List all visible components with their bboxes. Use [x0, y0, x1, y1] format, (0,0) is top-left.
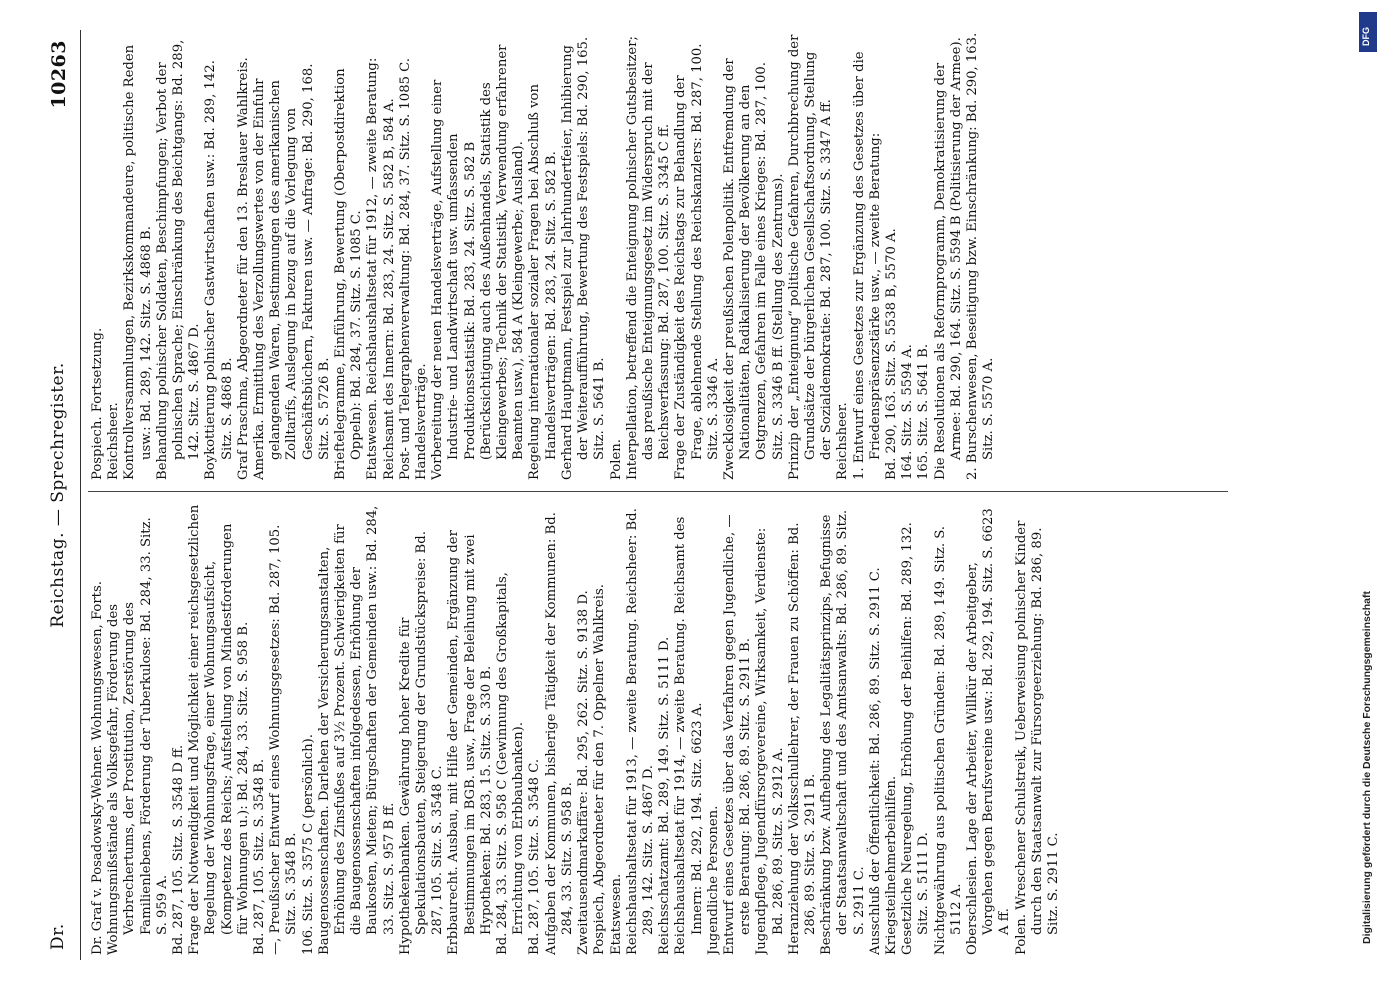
right-column-entry: Vorbereitung der neuen Handelsverträge, Aufstellung einer Industrie- und Landwirtschaft usw. umfassenden Produktionsstatistik: Bd. 283, 24. Sitz. S. 582 B (Berücksichtigung auch des Außenhandels, Statistik des Kleingewerbes; Technik der Statistik, Verwendung erfahrener Beamten usw.), 584 A (Kleingewerbe; Ausland).	[430, 44, 527, 480]
page-number: 10263	[48, 40, 70, 109]
left-column-entry: Reichshaushaltsetat für 1914, — zweite Beratung. Reichsamt des Innern: Bd. 292, 194. Sitz. 6623 A.	[673, 516, 705, 955]
left-column-entry: Beschränkung bzw. Aufhebung des Legalitätsprinzips, Befugnisse der Staatsanwaltschaft und des Amtsanwalts: Bd. 286, 89. Sitz. S. 2911 C.	[819, 509, 867, 955]
right-column-entry: 2. Burschenwesen, Beseitigung bzw. Einschränkung: Bd. 290, 163. Sitz. S. 5570 A.	[964, 32, 997, 480]
right-column-entry: Interpellation, betreffend die Enteignung polnischer Gutsbesitzer; das preußische Enteignungsgesetz im Widerspruch mit der Reichsverfassung: Bd. 287, 100. Sitz. S. 3345 C ff.	[624, 36, 673, 480]
left-column-entry: Bd. 284, 33. Sitz. S. 958 C (Gewinnung des Großkapitals, Errichtung von Erbbaubanken).	[495, 572, 527, 955]
left-column-entry: Polen. Wreschener Schulstreik, Ueberweisung polnischer Kinder durch den Staatsanwalt zur Fürsorgeerziehung: Bd. 286, 89. Sitz. S. 2911 C.	[1013, 520, 1061, 955]
right-column	[90, 30, 1230, 480]
right-column-entry: Behandlung polnischer Soldaten, Beschimpfungen; Verbot der polnischen Sprache; Einschränkung des Beichtgangs: Bd. 289, 142. Sitz. S. 4867 D.	[154, 39, 203, 480]
left-column-entry: Aufgaben der Kommunen, bisherige Tätigkeit der Kommunen: Bd. 284, 33. Sitz. S. 958 B.	[543, 512, 575, 955]
right-column-entry: Zwecklosigkeit der preußischen Polenpolitik. Entfremdung der Nationalitäten, Radikalisierung der Bevölkerung an den Ostgrenzen, Gefahren im Falle eines Krieges: Bd. 287, 100. Sitz. S. 3346 B ff. (Stellung des Zentrums).	[721, 58, 786, 480]
left-column-entry: Oberschlesien. Lage der Arbeiter, Willkür der Arbeitgeber, Vorgehen gegen Berufsvereine usw.: Bd. 292, 194. Sitz. S. 6623 A ff.	[964, 508, 1013, 955]
right-column-entry: 165. Sitz. S. 5641 B.	[916, 343, 932, 480]
left-column-entry: Kriegsteilnehmerbeihilfen.	[883, 775, 899, 955]
right-column-entry: Die Resolutionen als Reformprogramm, Demokratisierung der Armee: Bd. 290, 164. Sitz. S. 5594 B (Politisierung der Armee).	[932, 37, 964, 480]
left-column-entry: Bd. 287, 105. Sitz. S. 3548 B.	[252, 758, 268, 955]
right-column-entry: Bd. 290, 163. Sitz. S. 5538 B, 5570 A.	[883, 228, 899, 480]
right-column-entry: Regelung internationaler sozialer Fragen bei Abschluß von Handelsverträgen: Bd. 283, 24. Sitz. S. 582 B.	[527, 84, 559, 480]
left-column-entry: Bd. 287, 105. Sitz. S. 3548 D ff.	[171, 744, 187, 955]
left-column-entry: Reichshaushaltsetat für 1913, — zweite Beratung. Reichsheer: Bd. 289, 142. Sitz. S. 4867 D.	[624, 508, 656, 955]
left-column-entry: Reichsschatzamt: Bd. 289, 149. Sitz. S. 5111 D.	[657, 636, 673, 955]
left-column-entry: 106. Sitz. S. 3575 C (persönlich).	[300, 734, 316, 955]
left-column-entry: Etatswesen.	[608, 873, 624, 955]
left-column-entry: Frage der Notwendigkeit und Möglichkeit einer reichsgesetzlichen Regelung der Wohnungsfrage, einer Wohnungsaufsicht, (Kompetenz des Reichs; Aufstellung von Mindestforderungen für Wohnungen u.): Bd. 284, 33. Sitz. S. 958 B.	[187, 504, 251, 955]
right-column-entry: Reichsheer.	[106, 402, 122, 480]
left-column-entry: Erbbaurecht. Ausbau, mit Hilfe der Gemeinden, Ergänzung der Bestimmungen im BGB. usw., Frage der Beleihung mit zwei Hypotheken: Bd. 283, 15. Sitz. S. 330 B.	[446, 530, 494, 955]
left-column-entry: Bd. 287, 105. Sitz. S. 3548 C.	[527, 758, 543, 955]
right-column-entry: Post- und Telegraphenverwaltung: Bd. 284, 37. Sitz. S. 1085 C.	[397, 58, 413, 480]
left-column	[90, 503, 1230, 955]
left-column-entry: —, Preußischer Entwurf eines Wohnungsgesetzes: Bd. 287, 105. Sitz. S. 3548 B.	[268, 524, 300, 955]
right-column-entry: Gerhard Hauptmann, Festspiel zur Jahrhundertfeier, Inhibierung der Weiteraufführung, Bewertung des Festspiels: Bd. 290, 165. Sitz. S. 5641 B.	[559, 36, 608, 480]
right-column-entry: Reichsamt des Innern: Bd. 283, 24. Sitz. S. 582 B, 584 A.	[381, 98, 397, 480]
left-column-entry: Jugendliche Personen.	[705, 805, 721, 955]
left-column-entry: Wohnungsmißstände als Volksgefahr, Förderung des Verbrechertums, der Prostitution, Zerstörung des Familienlebens, Förderung der Tuberkulose: Bd. 284, 33. Sitz. S. 959 A.	[106, 517, 170, 955]
right-column-entry: Frage der Zuständigkeit des Reichstags zur Behandlung der Frage, ablehnende Stellung des Reichskanzlers: Bd. 287, 100. Sitz. S. 3346 A.	[673, 43, 721, 480]
right-column-entry: Amerika. Ermittlung des Verzollungswertes von der Einfuhr gelangenden Waren, Bestimmungen des amerikanischen Zolltarifs, Auslegung in bezug auf die Vorlegung von Geschäftsbüchern, Fakturen usw. — Anfrage: Bd. 290, 168. Sitz. S. 5726 B.	[252, 63, 332, 480]
right-column-entry: 164. Sitz. S. 5594 A.	[900, 344, 916, 480]
right-column-entry: Pospiech. Fortsetzung.	[90, 327, 105, 480]
right-column-entry: Etatswesen. Reichshaushaltsetat für 1912, — zweite Beratung:	[365, 57, 381, 480]
right-column-entry: Handelsverträge.	[414, 363, 430, 480]
left-column-entry: Entwurf eines Gesetzes über das Verfahren gegen Jugendliche, — erste Beratung: Bd. 286, 89. Sitz. S. 2911 B.	[721, 514, 754, 955]
column-divider	[88, 491, 1228, 492]
left-column-entry: Jugendpflege, Jugendfürsorgevereine, Wirksamkeit, Verdienste: Bd. 286, 89. Sitz. S. 2912 A.	[754, 527, 786, 955]
right-column-entry: Brieftelegramme, Einführung, Bewertung (Oberpostdirektion Oppeln): Bd. 284, 37. Sitz. S. 1085 C.	[333, 68, 365, 480]
dfg-logo-label: DFG	[1361, 27, 1371, 46]
left-column-entry: Gesetzliche Neuregelung, Erhöhung der Beihilfen: Bd. 289, 132. Sitz. S. 5111 D.	[900, 522, 932, 955]
watermark-text: Digitalisierung gefördert durch die Deutsche Forschungsgemeinschaft	[1361, 591, 1373, 944]
right-column-entry: Prinzip der „Enteignung“ politische Gefahren, Durchbrechung der Grundsätze der bürgerlichen Gesellschaftsordnung, Stellung der Sozialdemokratie: Bd. 287, 100. Sitz. S. 3347 A ff.	[786, 34, 835, 480]
dfg-watermark	[1357, 6, 1379, 996]
left-column-entry: Dr. Graf v. Posadowsky-Wehner. Wohnungswesen, Forts.	[90, 581, 105, 955]
left-column-entry: Zweitausendmarkaffäre: Bd. 295, 262. Sitz. S. 9138 D.	[576, 590, 592, 955]
left-column-entry: Nichtgewährung aus politischen Gründen: Bd. 289, 149. Sitz. S. 5112 A.	[932, 526, 964, 955]
left-column-entry: Baugenossenschaften. Darlehen der Versicherungsanstalten, Erhöhung des Zinsfußes auf 3½ Prozent. Schwierigkeiten für die Baugenossenschaften infolgedessen, Erhöhung der Baukosten, Mieten; Bürgschaften der Gemeinden usw.: Bd. 284, 33. Sitz. S. 957 B ff.	[316, 505, 397, 955]
right-column-entry: Boykottierung polnischer Gastwirtschaften usw.: Bd. 289, 142. Sitz. S. 4868 B.	[203, 60, 235, 480]
right-column-entry: Kontrollversammlungen, Bezirkskommandeure, politische Reden usw.: Bd. 289, 142. Sitz. S. 4868 B.	[122, 44, 154, 480]
header-title: Reichstag. — Sprechregister.	[48, 362, 68, 628]
right-column-entry: Polen.	[608, 439, 624, 480]
header-left: Dr.	[48, 923, 68, 950]
left-column-entry: Heranziehung der Volksschullehrer, der Frauen zu Schöffen: Bd. 286, 89. Sitz. S. 2911 B.	[786, 522, 818, 955]
right-column-entry: Reichsheer.	[835, 402, 851, 480]
right-column-entry: Graf Praschma, Abgeordneter für den 13. Breslauer Wahlkreis.	[235, 57, 251, 480]
page-header	[40, 30, 81, 960]
left-column-entry: Ausschluß der Öffentlichkeit: Bd. 286, 89. Sitz. S. 2911 C.	[867, 567, 883, 955]
left-column-entry: Pospiech, Abgeordneter für den 7. Oppelner Wahlkreis.	[592, 584, 608, 955]
right-column-entry: 1. Entwurf eines Gesetzes zur Ergänzung des Gesetzes über die Friedenspräsenzstärke usw., — zweite Beratung:	[851, 51, 883, 480]
left-column-entry: Hypothekenbanken. Gewährung hoher Kredite für Spekulationsbauten, Steigerung der Grundstückspreise: Bd. 287, 105. Sitz. S. 3548 C.	[397, 531, 446, 955]
dfg-logo-icon	[1359, 12, 1377, 52]
